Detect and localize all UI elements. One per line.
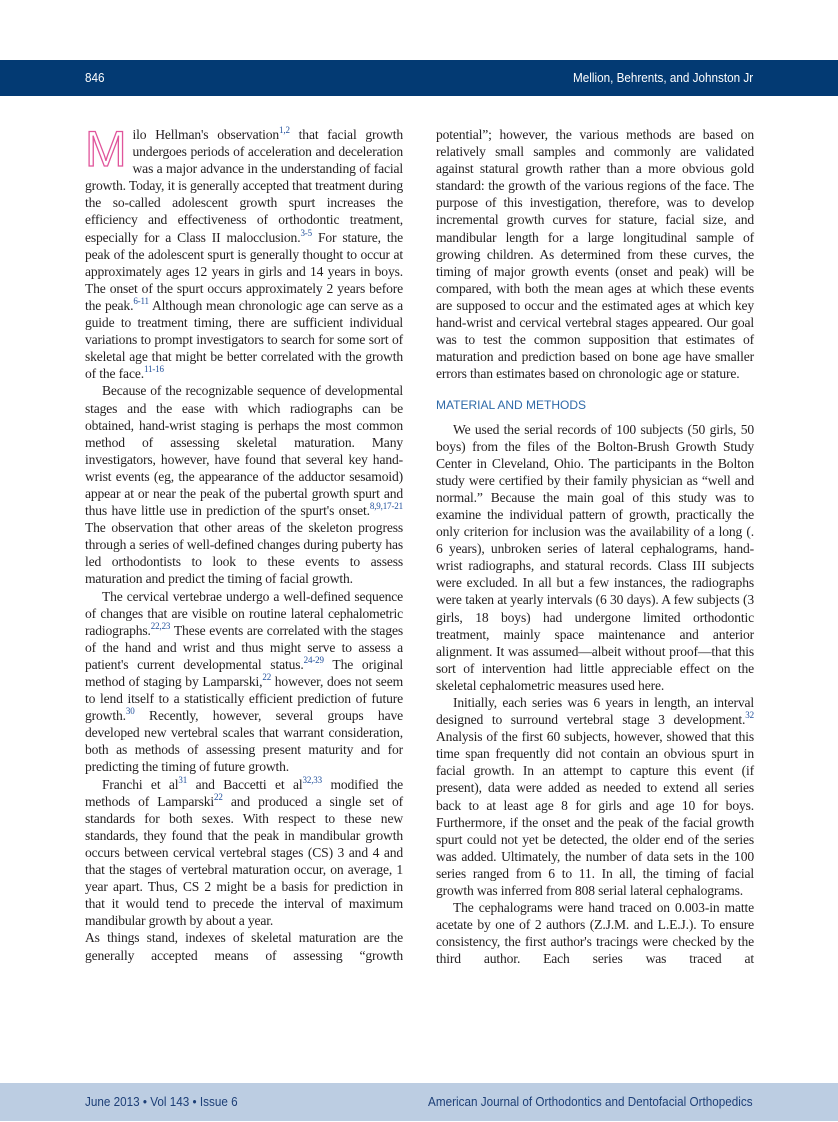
text-run: Although mean chronologic age can serve as a guide to treatment timing, there are sufficient individual variations to prompt investigators to search for some sort of skeletal age that might be better correlated with the growth of the face. <box>85 297 403 382</box>
right-column <box>436 126 754 968</box>
text-run: and Baccetti et al <box>187 776 303 792</box>
text-run: Franchi et al <box>102 776 179 792</box>
text-run: As things stand, indexes of skeletal maturation are the generally accepted means of assessing “growth <box>85 930 403 963</box>
text-run: Initially, each series was 6 years in length, an interval designed to surround vertebral stage 3 development. <box>436 695 754 728</box>
citation-reference: 3-5 <box>300 227 313 238</box>
page-number: 846 <box>85 70 105 85</box>
text-run: and produced a single set of standards for both sexes. With respect to these new standards, they found that the peak in mandibular growth occurs between cervical vertebral stages (CS) 3 and 4 and that the stages of vertebral maturation occur, on average, 1 year apart. Thus, CS 2 might be a basis for prediction in that it would tend to precede the interval of maximum mandibular growth by about a year. <box>85 793 403 929</box>
running-footer <box>0 1083 838 1121</box>
citation-reference: 24-29 <box>303 654 324 665</box>
text-run: potential”; however, the various methods are based on relatively small samples and commonly are validated against statural growth rather than a more obvious gold standard: the growth of the various regions of the face. The purpose of this investigation, therefore, was to develop incremental growth curves for stature, facial size, and mandibular length for a large longitudinal sample of growing children. As determined from these curves, the timing of major growth events (onset and peak) will be compared, with both the mean ages at which these events are supposed to occur and the estimated ages at which key hand-wrist and cervical vertebral stages appeared. Our goal was to test the common supposition that estimates of maturation and prediction based on bone age have smaller errors than estimates based on chronologic age or stature. <box>436 127 754 382</box>
citation-reference: 22 <box>214 791 223 802</box>
paragraph <box>436 421 754 695</box>
running-authors: Mellion, Behrents, and Johnston Jr <box>572 70 753 85</box>
citation-reference: 6-11 <box>133 295 149 306</box>
text-run: For stature, the peak of the adolescent spurt is generally thought to occur at approximately ages 12 years in girls and 14 years in boys. The onset of the spurt occurs approximately 2 years before the peak. <box>85 229 403 313</box>
paragraph <box>85 121 404 382</box>
citation-reference: 31 <box>178 774 188 785</box>
paragraph <box>85 776 403 930</box>
text-run: The cephalograms were hand traced on 0.003-in matte acetate by one of 2 authors (Z.J.M. and L.E.J.). To ensure consistency, the first author's tracings were checked by the third author. Each series was traced at <box>436 900 754 967</box>
text-run: Recently, however, several groups have developed new vertebral scales that warrant consideration, both as methods of assessing present maturity and for predicting the timing of future growth. <box>85 708 403 775</box>
running-header <box>0 60 838 96</box>
citation-reference: 22,23 <box>150 620 171 631</box>
citation-reference: 32 <box>745 710 754 721</box>
text-run: Because of the recognizable sequence of developmental stages and the ease with which radiographs can be obtained, hand-wrist staging is perhaps the most common method of assessing skeletal maturation. Many investigators, however, have found that several key hand-wrist events (eg, the appearance of the adductor sesamoid) appear at or near the peak of the pubertal growth spurt and thus have little use in prediction of the spurt's onset. <box>85 383 403 519</box>
text-run: The original method of staging by Lamparski, <box>85 656 403 689</box>
journal-name: American Journal of Orthodontics and Dentofacial Orthopedics <box>428 1094 753 1109</box>
paragraph <box>436 694 754 899</box>
text-run: The observation that other areas of the skeleton progress through a series of well-defined changes during puberty has led orthodontists to look to these events to assess maturation and predict the timing of facial growth. <box>85 520 403 587</box>
drop-cap: M <box>85 121 127 177</box>
issue-info: June 2013 • Vol 143 • Issue 6 <box>85 1094 238 1109</box>
text-run: These events are correlated with the stages of the hand and wrist and thus might serve to assess a patient's current developmental status. <box>85 622 403 672</box>
text-run: that facial growth undergoes periods of acceleration and deceleration was a major advance in the understanding of facial growth. Today, it is generally accepted that treatment during the so-called adolescent growth spurt increases the efficiency and effectiveness of orthodontic treatment, especially for a Class II malocclusion. <box>85 127 404 245</box>
section-heading: MATERIAL AND METHODS <box>436 398 587 413</box>
left-column <box>85 121 404 964</box>
paragraph <box>85 382 403 587</box>
citation-reference: 22 <box>262 672 272 682</box>
text-run: modified the methods of Lamparski <box>85 776 403 809</box>
paragraph <box>85 588 403 776</box>
citation-reference: 11-16 <box>143 364 164 375</box>
text-run: The cervical vertebrae undergo a well-defined sequence of changes that are visible on routine lateral cephalometric radiographs. <box>85 588 403 638</box>
text-run: Analysis of the first 60 subjects, however, showed that this time span frequently did not contain an obvious spurt in facial growth. In an attempt to capture this event (if present), data were added as needed to extend all series back to at least age 8 for girls and age 10 for boys. Furthermore, if the onset and the peak of the facial growth spurt could not yet be detected, the older end of the series was added. Ultimately, the number of data sets in the 100 series ranged from 6 to 11. In all, the timing of facial growth was inferred from 808 serial lateral cephalograms. <box>436 729 754 899</box>
text-run: however, does not seem to lend itself to a statistically efficient prediction of future growth. <box>85 674 403 724</box>
paragraph <box>436 899 754 967</box>
paragraph <box>85 929 403 963</box>
citation-reference: 32,33 <box>302 774 323 785</box>
citation-reference: 1,2 <box>279 125 290 135</box>
citation-reference: 30 <box>125 706 135 717</box>
paragraph <box>436 126 754 382</box>
citation-reference: 8,9,17-21 <box>369 501 403 512</box>
text-run: ilo Hellman's observation <box>132 127 280 142</box>
text-run: We used the serial records of 100 subjects (50 girls, 50 boys) from the files of the Bolton-Brush Growth Study Center in Cleveland, Ohio. The participants in the Bolton study were certified by their family physician as “well and normal.” Because the main goal of this study was to examine the individual pattern of growth, practically the only criterion for inclusion was the availability of a long (. 6 years), unbroken series of lateral cephalograms, hand-wrist radiographs, and statural records. Class III subjects were excluded. In all but a few instances, the radiographs were taken at yearly intervals (6 30 days). A few subjects (3 girls, 18 boys) had undergone limited orthodontic treatment, mainly space maintenance and anterior alignment. It was assumed—albeit without proof—that this sort of intervention had little appreciable effect on the skeletal cephalometric measures used here. <box>436 421 754 693</box>
